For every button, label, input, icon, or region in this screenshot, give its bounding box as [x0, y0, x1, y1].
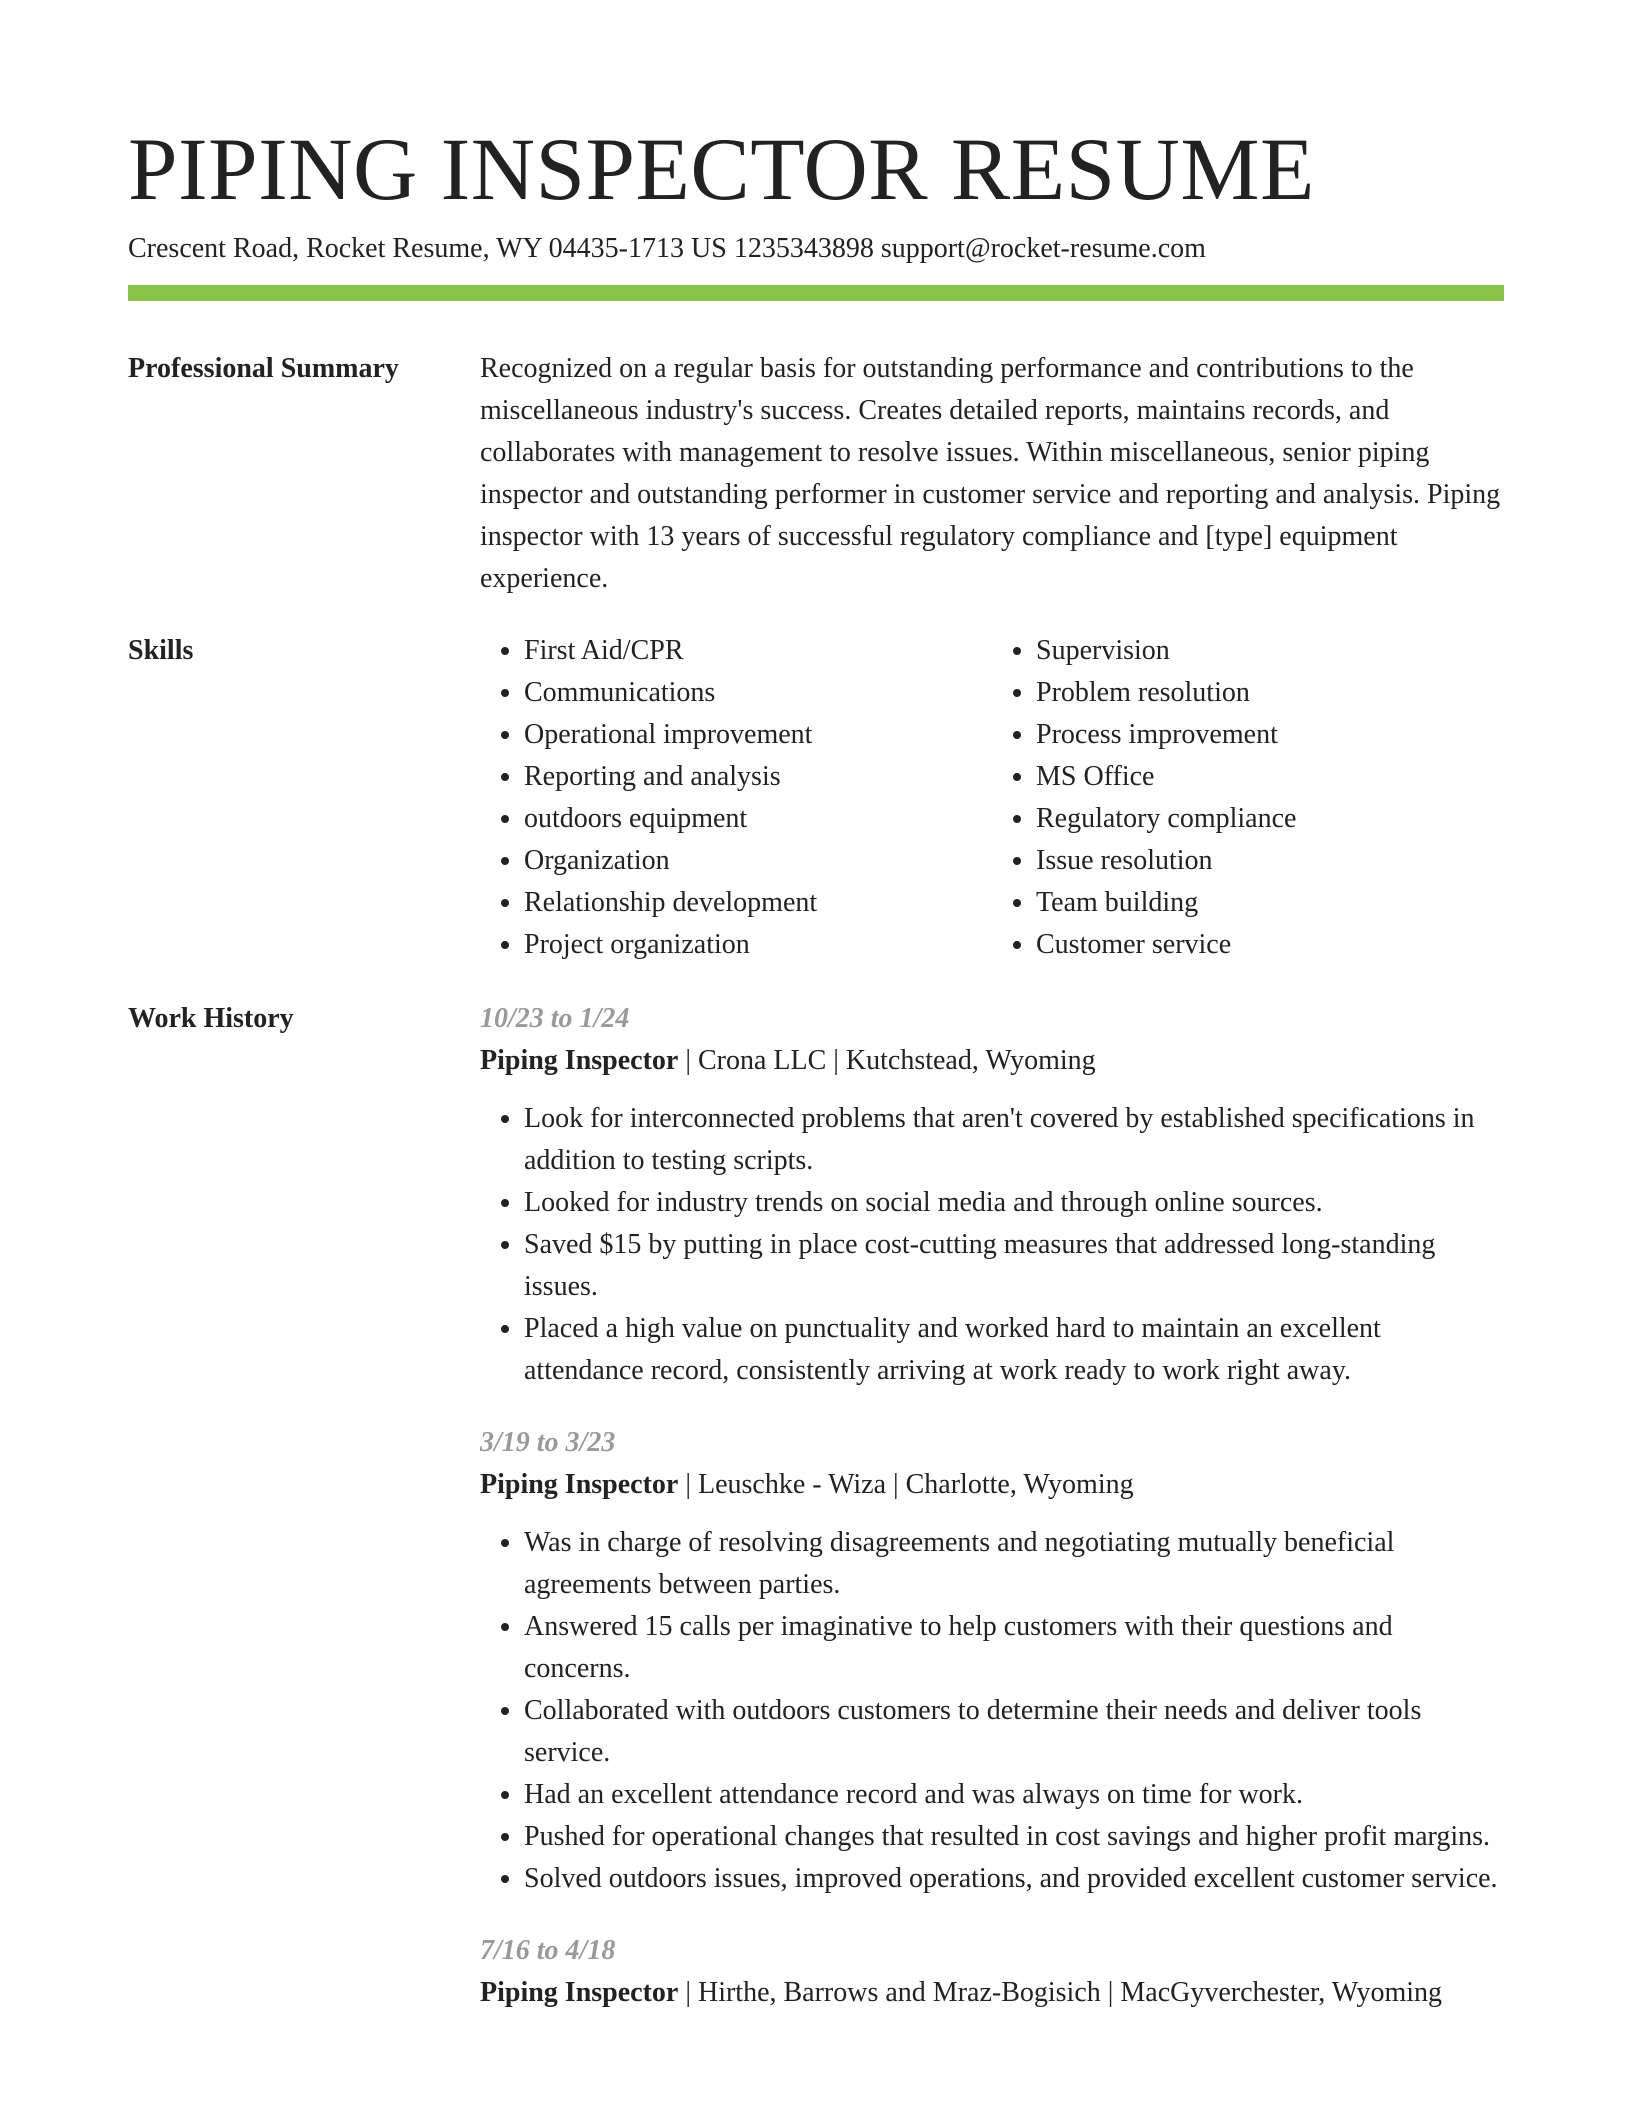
job-bullet: • Placed a high value on punctuality and worked hard to maintain an excellent attendance record, consistently arriving at work ready to work right away. [524, 1308, 1504, 1392]
job-bullet: • Saved $15 by putting in place cost-cutting measures that addressed long-standing issues. [524, 1224, 1504, 1308]
job-heading-line [480, 1464, 1504, 1506]
job-bullet-list [480, 1522, 1504, 1900]
job-entry [480, 1930, 1504, 2014]
skill-item: • Operational improvement [524, 714, 992, 756]
contact-address: Crescent Road, Rocket Resume, WY 04435-1713 US [128, 233, 727, 264]
skill-item: • Organization [524, 840, 992, 882]
job-heading-line [480, 1972, 1504, 2014]
job-heading-line [480, 1040, 1504, 1082]
work-history-body [480, 998, 1504, 2044]
job-company: Crona LLC [697, 1045, 827, 1076]
skill-item: • Reporting and analysis [524, 756, 992, 798]
skills-list-left [480, 630, 992, 966]
job-company: Hirthe, Barrows and Mraz-Bogisich [697, 1977, 1101, 2008]
summary-heading: Professional Summary [128, 353, 399, 384]
job-location: Charlotte, Wyoming [905, 1469, 1134, 1500]
separator: | [678, 1977, 698, 2008]
job-entry [480, 998, 1504, 1392]
job-bullet: • Pushed for operational changes that resulted in cost savings and higher profit margins. [524, 1816, 1504, 1858]
job-company: Leuschke - Wiza [697, 1469, 887, 1500]
skill-item: • outdoors equipment [524, 798, 992, 840]
resume-title: PIPING INSPECTOR RESUME [128, 121, 1315, 219]
separator: | [678, 1469, 698, 1500]
skills-heading: Skills [128, 635, 194, 666]
job-bullet: • Collaborated with outdoors customers to determine their needs and deliver tools service. [524, 1690, 1504, 1774]
skill-item: • Customer service [1036, 924, 1504, 966]
job-entry [480, 1422, 1504, 1900]
job-bullet: • Had an excellent attendance record and was always on time for work. [524, 1774, 1504, 1816]
summary-body [480, 348, 1504, 600]
skill-item: • Project organization [524, 924, 992, 966]
contact-line [128, 230, 1206, 268]
job-bullet-list [480, 1098, 1504, 1392]
job-bullet: • Looked for industry trends on social media and through online sources. [524, 1182, 1504, 1224]
skill-item: • MS Office [1036, 756, 1504, 798]
skills-list-right [992, 630, 1504, 966]
work-history-heading: Work History [128, 1003, 294, 1034]
skill-item: • First Aid/CPR [524, 630, 992, 672]
skills-columns [480, 630, 1504, 966]
job-bullet: • Was in charge of resolving disagreements and negotiating mutually beneficial agreements between parties. [524, 1522, 1504, 1606]
job-title: Piping Inspector [480, 1977, 679, 2008]
skill-item: • Relationship development [524, 882, 992, 924]
skill-item: • Communications [524, 672, 992, 714]
separator: | [1100, 1977, 1121, 2008]
summary-text: Recognized on a regular basis for outstanding performance and contributions to the miscellaneous industry's success. Creates detailed reports, maintains records, and collaborates with management to resolve issues. Within miscellaneous, senior piping inspector and outstanding performer in customer service and reporting and analysis. Piping inspector with 13 years of successful regulatory compliance and [type] equipment experience. [480, 353, 1501, 594]
contact-email: support@rocket-resume.com [880, 233, 1206, 264]
skills-body [480, 630, 1504, 966]
skill-item: • Issue resolution [1036, 840, 1504, 882]
job-location: MacGyverchester, Wyoming [1120, 1977, 1443, 2008]
separator: | [886, 1469, 906, 1500]
job-location: Kutchstead, Wyoming [845, 1045, 1096, 1076]
job-dates: 7/16 to 4/18 [480, 1935, 616, 1966]
skill-item: • Process improvement [1036, 714, 1504, 756]
job-bullet: • Look for interconnected problems that aren't covered by established specifications in addition to testing scripts. [524, 1098, 1504, 1182]
job-dates: 3/19 to 3/23 [480, 1427, 616, 1458]
job-title: Piping Inspector [480, 1469, 679, 1500]
accent-divider [128, 285, 1504, 301]
separator: | [826, 1045, 846, 1076]
job-bullet: • Solved outdoors issues, improved operations, and provided excellent customer service. [524, 1858, 1504, 1900]
skill-item: • Regulatory compliance [1036, 798, 1504, 840]
job-title: Piping Inspector [480, 1045, 679, 1076]
skill-item: • Team building [1036, 882, 1504, 924]
job-dates: 10/23 to 1/24 [480, 1003, 630, 1034]
job-bullet: • Answered 15 calls per imaginative to help customers with their questions and concerns. [524, 1606, 1504, 1690]
skill-item: • Supervision [1036, 630, 1504, 672]
separator: | [678, 1045, 698, 1076]
contact-phone: 1235343898 [733, 233, 874, 264]
skill-item: • Problem resolution [1036, 672, 1504, 714]
